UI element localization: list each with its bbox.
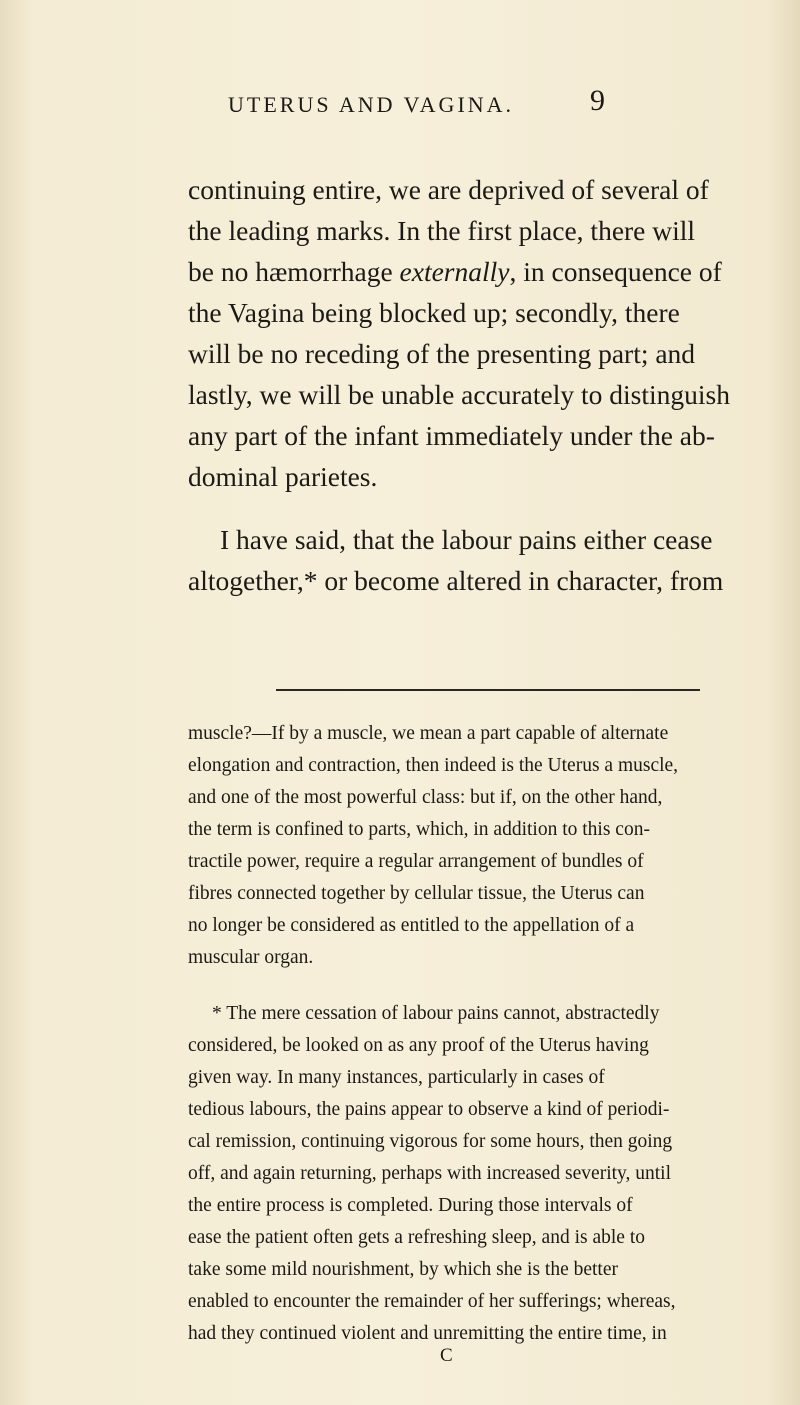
- footnote-line: muscular organ.: [188, 947, 314, 968]
- footnote-line: elongation and contraction, then indeed is the Uterus a muscle,: [188, 755, 679, 776]
- footnote-line: muscle?—If by a muscle, we mean a part capable of alternate: [188, 723, 669, 744]
- footnote-line: the term is confined to parts, which, in addition to this con-: [188, 819, 650, 840]
- footnote-line: off, and again returning, perhaps with increased severity, until: [188, 1163, 672, 1184]
- signature-mark: C: [440, 1345, 453, 1366]
- page-header: [0, 84, 800, 124]
- body-line: will be no receding of the presenting part; and: [188, 338, 696, 369]
- footnote-line: and one of the most powerful class: but if, on the other hand,: [188, 787, 663, 808]
- footnote-line: tractile power, require a regular arrangement of bundles of: [188, 851, 644, 872]
- footnote-line: considered, be looked on as any proof of the Uterus having: [188, 1035, 649, 1056]
- body-line: any part of the infant immediately under the ab-: [188, 420, 715, 451]
- footnote-line: take some mild nourishment, by which she is the better: [188, 1259, 618, 1280]
- page-number: 9: [590, 84, 605, 117]
- body-line: dominal parietes.: [188, 461, 378, 492]
- emphasis: externally: [399, 256, 510, 287]
- footnote-line: * The mere cessation of labour pains cannot, abstractedly: [212, 1003, 660, 1024]
- body-line: altogether,* or become altered in character, from: [188, 565, 724, 596]
- running-title: UTERUS AND VAGINA.: [228, 92, 515, 117]
- footnote-line: given way. In many instances, particularly in cases of: [188, 1067, 605, 1088]
- body-line: continuing entire, we are deprived of several of: [188, 174, 709, 205]
- body-line: I have said, that the labour pains either cease: [220, 524, 713, 555]
- footnote-line: fibres connected together by cellular tissue, the Uterus can: [188, 883, 645, 904]
- body-line: the Vagina being blocked up; secondly, there: [188, 297, 680, 328]
- body-line: be no hæmorrhage externally, in consequence of: [188, 256, 722, 287]
- footnote-line: enabled to encounter the remainder of her sufferings; whereas,: [188, 1291, 676, 1312]
- footnote-line: cal remission, continuing vigorous for some hours, then going: [188, 1131, 673, 1152]
- body-line: the leading marks. In the first place, there will: [188, 215, 696, 246]
- footnote-line: no longer be considered as entitled to the appellation of a: [188, 915, 635, 936]
- footnote-line: the entire process is completed. During those intervals of: [188, 1195, 633, 1216]
- footnote-line: had they continued violent and unremitting the entire time, in: [188, 1323, 667, 1344]
- footnote-line: ease the patient often gets a refreshing sleep, and is able to: [188, 1227, 645, 1248]
- footnote-rule: [276, 689, 700, 691]
- body-line: lastly, we will be unable accurately to distinguish: [188, 379, 730, 410]
- footnote-line: tedious labours, the pains appear to observe a kind of periodi-: [188, 1099, 670, 1120]
